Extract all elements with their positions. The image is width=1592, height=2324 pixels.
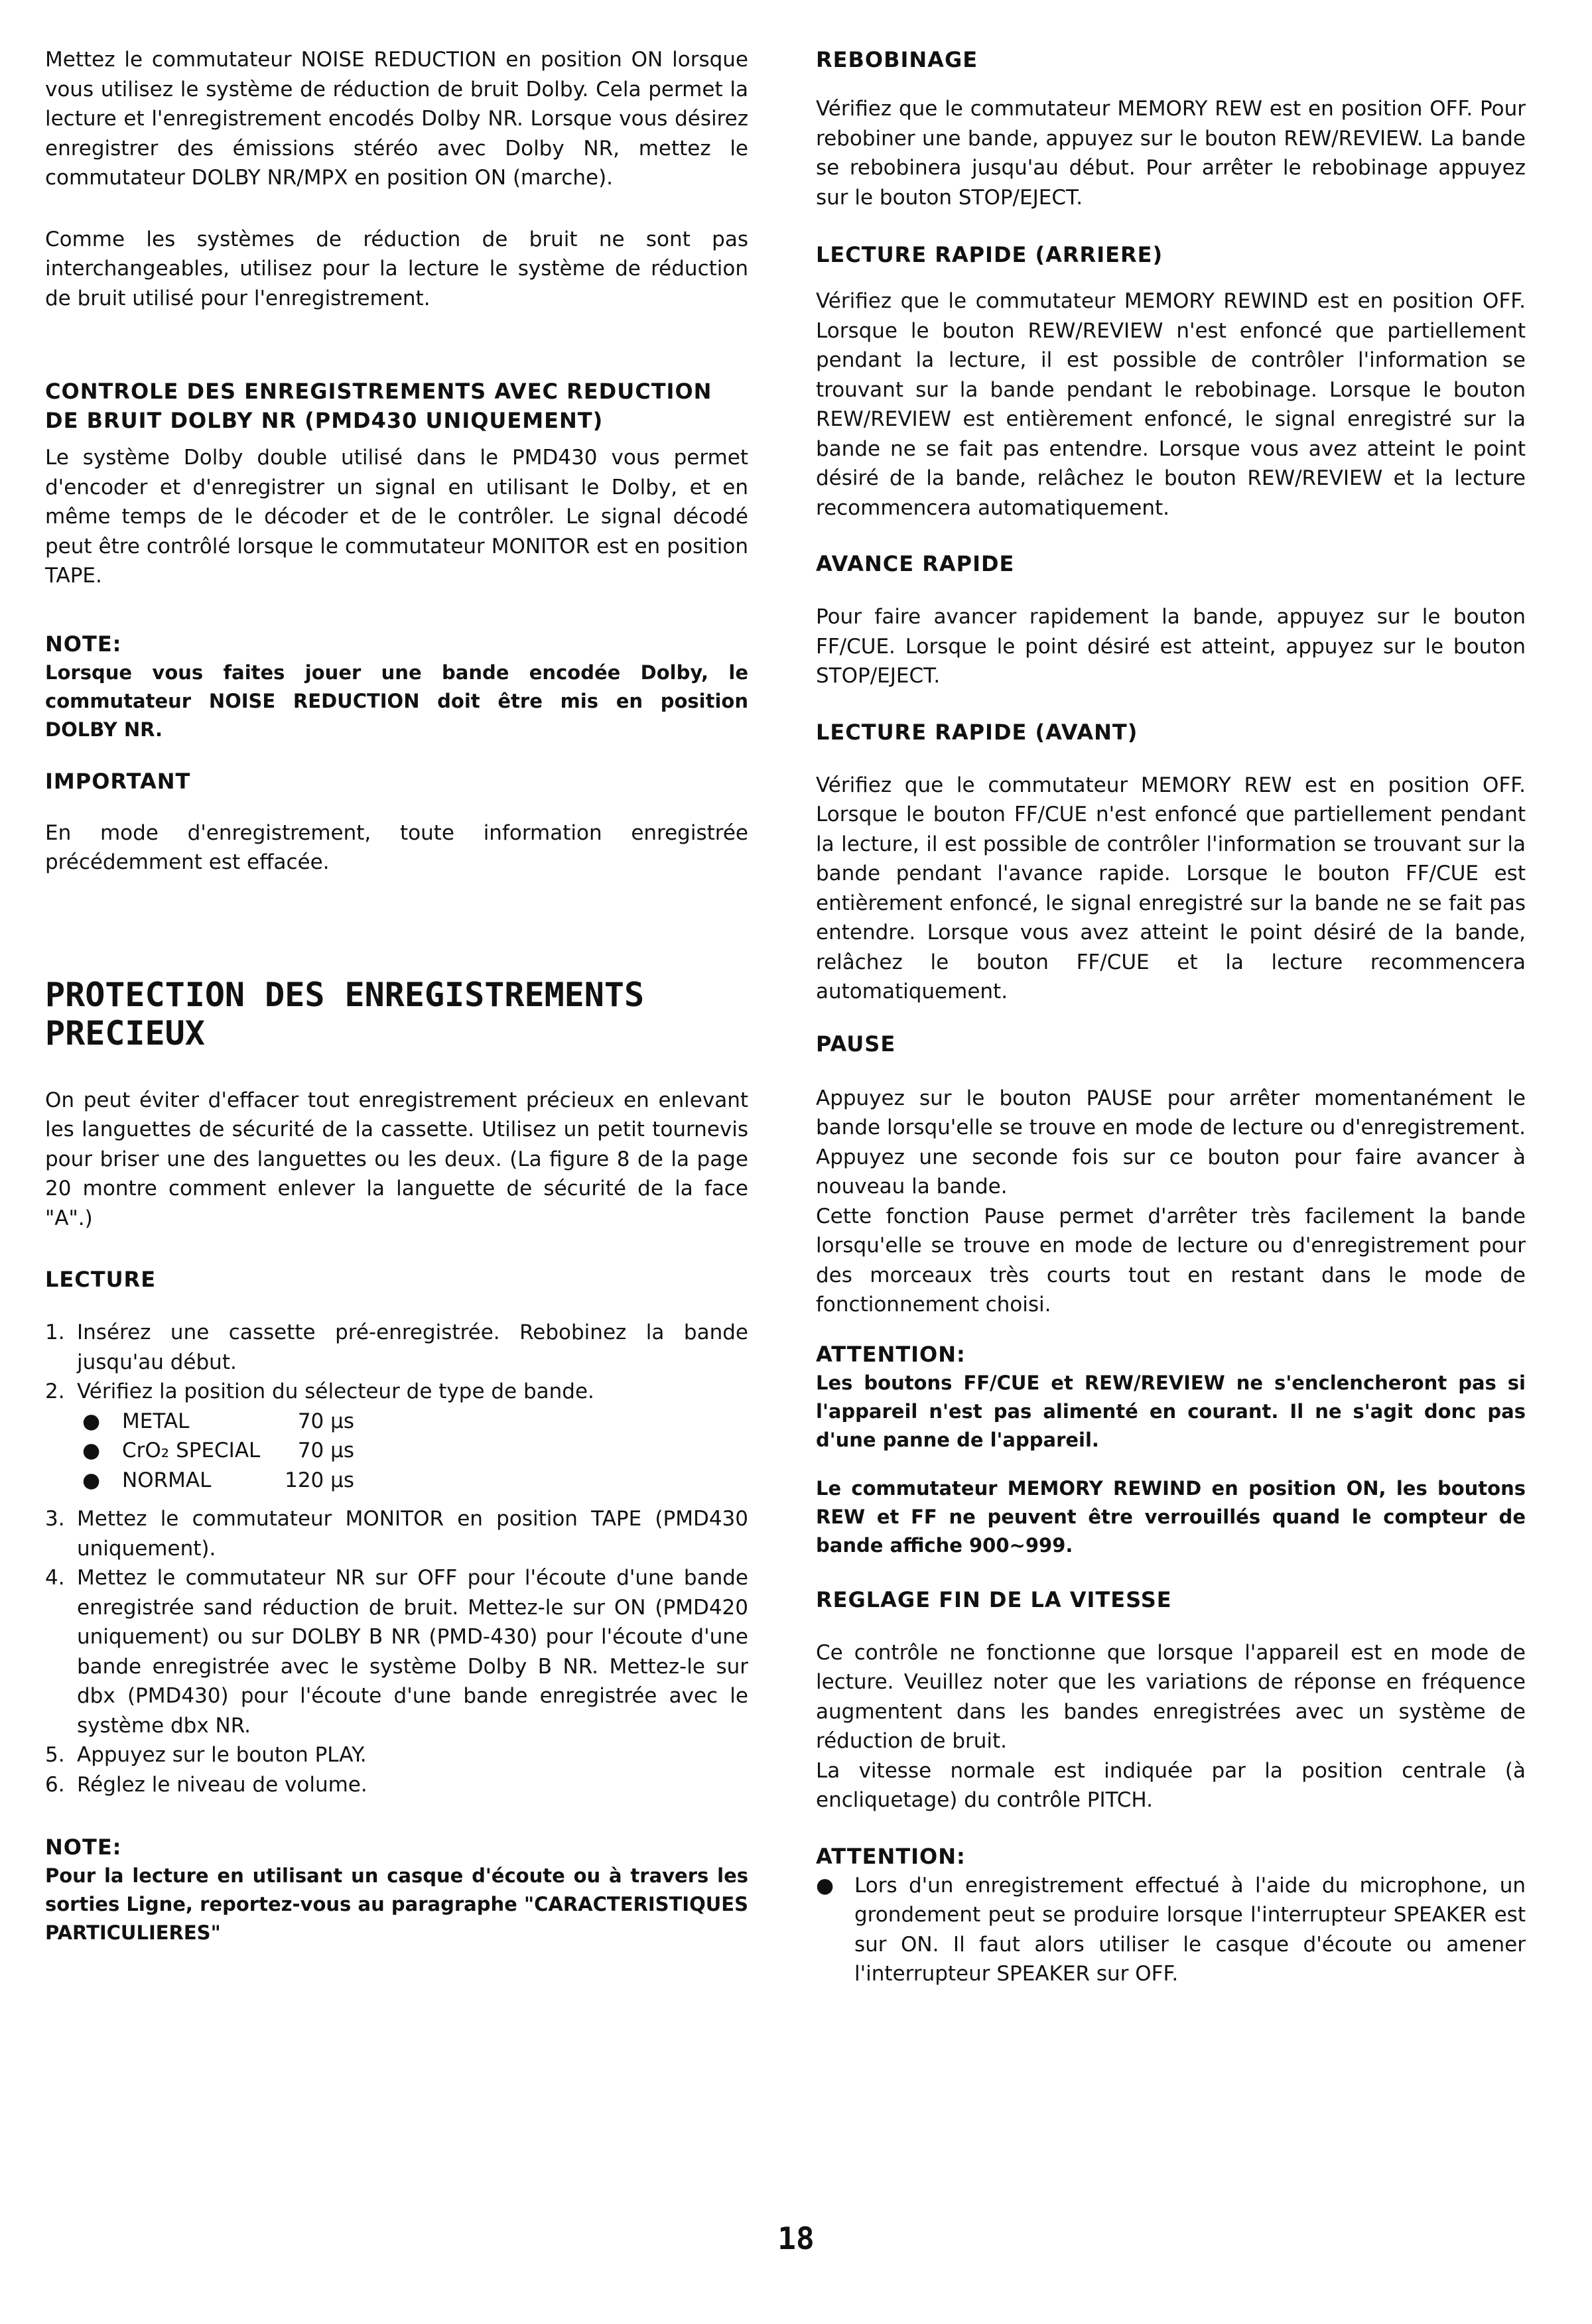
controle-paragraph: Le système Dolby double utilisé dans le PMD430 vous permet d'encoder et d'enregistrer un signal en utilisant le Dolby, et en même temps de le décoder et de le contrôler. Le signal décodé peut être contrôlé lorsque le commutateur MONITOR est en position TAPE. <box>45 446 748 588</box>
note-label-2: NOTE: <box>45 1835 122 1860</box>
note-text: Lorsque vous faites jouer une bande encodée Dolby, le commutateur NOISE REDUCTION doit être mis en position DOLBY NR. <box>45 661 748 741</box>
tape-type-row: ● METAL 70 µs <box>82 1409 354 1433</box>
avance-rapide-paragraph: Pour faire avancer rapidement la bande, appuyez sur le bouton FF/CUE. Lorsque le point désiré est atteint, appuyez sur le bouton STOP/EJECT. <box>816 605 1526 688</box>
left-column <box>45 45 748 1947</box>
tape-type-list <box>45 1407 748 1496</box>
list-item: 1. Insérez une cassette pré-enregistrée. Rebobinez la bande jusqu'au début. <box>45 1321 748 1374</box>
section-heading-protection: PROTECTION DES ENREGISTREMENTS PRECIEUX <box>45 975 645 1053</box>
lecture-steps-list-continued <box>45 1504 748 1799</box>
attention-label-2: ATTENTION: <box>816 1843 966 1869</box>
section-heading-avance-rapide: AVANCE RAPIDE <box>816 551 1015 576</box>
important-text: En mode d'enregistrement, toute information enregistrée précédemment est effacée. <box>45 820 748 874</box>
list-item: 2. Vérifiez la position du sélecteur de type de bande. <box>45 1380 594 1403</box>
section-heading-lecture-avant: LECTURE RAPIDE (AVANT) <box>816 719 1138 745</box>
section-heading-lecture-arriere: LECTURE RAPIDE (ARRIERE) <box>816 242 1163 267</box>
lecture-avant-paragraph: Vérifiez que le commutateur MEMORY REW est en position OFF. Lorsque le bouton FF/CUE n'est enfoncé que partiellement pendant la lecture, il est possible de contrôler l'information se trouvant sur la bande pendant l'avance rapide. Lorsque le bouton FF/CUE est entièrement enfoncé, le signal enregistré sur la bande ne se fait pas entendre. Lorsque vous avez atteint le point désiré de la bande, relâchez le bouton FF/CUE et la lecture recommencera automatiquement. <box>816 773 1526 1003</box>
reglage-paragraph: Ce contrôle ne fonctionne que lorsque l'appareil est en mode de lecture. Veuillez noter que les variations de réponse en fréquence augmentent dans les bandes enregistrées avec un système de réduction de bruit. <box>816 1640 1526 1753</box>
section-heading-rebobinage: REBOBINAGE <box>816 47 978 72</box>
page-number: 18 <box>777 2221 815 2256</box>
dolby-intro-paragraph: Mettez le commutateur NOISE REDUCTION en position ON lorsque vous utilisez le système de réduction de bruit Dolby. Cela permet la lecture et l'enregistrement encodés Dolby NR. Lorsque vous désirez enregistrer des émissions stéréo avec Dolby NR, mettez le commutateur DOLBY NR/MPX en position ON (marche). <box>45 48 748 190</box>
list-item: 6. Réglez le niveau de volume. <box>45 1772 367 1797</box>
list-item: 4. Mettez le commutateur NR sur OFF pour l'écoute d'une bande enregistrée sand réduction de bruit. Mettez-le sur ON (PMD420 uniquement) ou sur DOLBY B NR (PMD-430) pour l'écoute d'une bande enregistrée avec le système Dolby B NR. Mettez-le sur dbx (PMD430) pour l'écoute d'une bande enregistrée avec le système dbx NR. <box>45 1566 748 1738</box>
tape-type-row: ● NORMAL 120 µs <box>82 1468 354 1492</box>
note-text-2: Pour la lecture en utilisant un casque d'écoute ou à travers les sorties Ligne, reportez-vous au paragraphe "CARACTERISTIQUES PARTICULIERES" <box>45 1864 748 1944</box>
attention-text-2: Le commutateur MEMORY REWIND en position ON, les boutons REW et FF ne peuvent être verrouillés quand le compteur de bande affiche 900~999. <box>816 1476 1526 1557</box>
section-heading-lecture: LECTURE <box>45 1267 157 1292</box>
reglage-paragraph-2: La vitesse normale est indiquée par la position centrale (à encliquetage) du contrôle PITCH. <box>816 1758 1526 1812</box>
tape-type-row: ● CrO₂ SPECIAL 70 µs <box>82 1439 354 1462</box>
lecture-arriere-paragraph: Vérifiez que le commutateur MEMORY REWIND est en position OFF. Lorsque le bouton REW/REVIEW n'est enfoncé que partiellement pendant la lecture, il est possible de contrôler l'information se trouvant sur la bande pendant le rebobinage. Lorsque le bouton REW/REVIEW est entièrement enfoncé, le signal enregistré sur la bande ne se fait pas entendre. Lorsque vous avez atteint le point désiré de la bande, relâchez le bouton REW/REVIEW et la lecture recommencera automatiquement. <box>816 289 1526 520</box>
protection-paragraph: On peut éviter d'effacer tout enregistrement précieux en enlevant les languettes de sécurité de la cassette. Utilisez un petit tournevis pour briser une des languettes ou les deux. (La figure 8 de la page 20 montre comment enlever la languette de sécurité de la face "A".) <box>45 1088 748 1230</box>
attention-text: Les boutons FF/CUE et REW/REVIEW ne s'enclencheront pas si l'appareil n'est pas alimenté en courant. Il ne s'agit donc pas d'une panne de l'appareil. <box>816 1371 1526 1451</box>
nr-compatibility-paragraph: Comme les systèmes de réduction de bruit ne sont pas interchangeables, utilisez pour la lecture le système de réduction de bruit utilisé pour l'enregistrement. <box>45 227 748 310</box>
important-label: IMPORTANT <box>45 768 191 794</box>
pause-paragraph-2: Cette fonction Pause permet d'arrêter très facilement la bande lorsqu'elle se trouve en mode de lecture ou d'enregistrement pour des morceaux très courts tout en restant dans le mode de fonctionnement choisi. <box>816 1204 1526 1317</box>
right-column <box>816 45 1526 1989</box>
section-heading-reglage: REGLAGE FIN DE LA VITESSE <box>816 1586 1172 1612</box>
rebobinage-paragraph: Vérifiez que le commutateur MEMORY REW est en position OFF. Pour rebobiner une bande, appuyez sur le bouton REW/REVIEW. La bande se rebobinera jusqu'au début. Pour arrêter le rebobinage appuyez sur le bouton STOP/EJECT. <box>816 97 1526 210</box>
list-item: 3. Mettez le commutateur MONITOR en position TAPE (PMD430 uniquement). <box>45 1507 748 1561</box>
attention-bullet: ● Lors d'un enregistrement effectué à l'aide du microphone, un grondement peut se produire lorsque l'interrupteur SPEAKER est sur ON. Il faut alors utiliser le casque d'écoute ou amener l'interrupteur SPEAKER sur OFF. <box>816 1873 1526 1986</box>
list-item: 5. Appuyez sur le bouton PLAY. <box>45 1743 367 1767</box>
section-heading-pause: PAUSE <box>816 1031 896 1057</box>
pause-paragraph: Appuyez sur le bouton PAUSE pour arrêter momentanément le bande lorsqu'elle se trouve en mode de lecture ou d'enregistrement. Appuyez une seconde fois sur ce bouton pour faire avancer à nouveau la bande. <box>816 1086 1526 1198</box>
section-heading-controle: CONTROLE DES ENREGISTREMENTS AVEC REDUCTION DE BRUIT DOLBY NR (PMD430 UNIQUEMENT) <box>45 379 712 433</box>
attention-label: ATTENTION: <box>816 1341 966 1367</box>
note-label: NOTE: <box>45 631 122 657</box>
lecture-steps-list <box>45 1318 748 1407</box>
